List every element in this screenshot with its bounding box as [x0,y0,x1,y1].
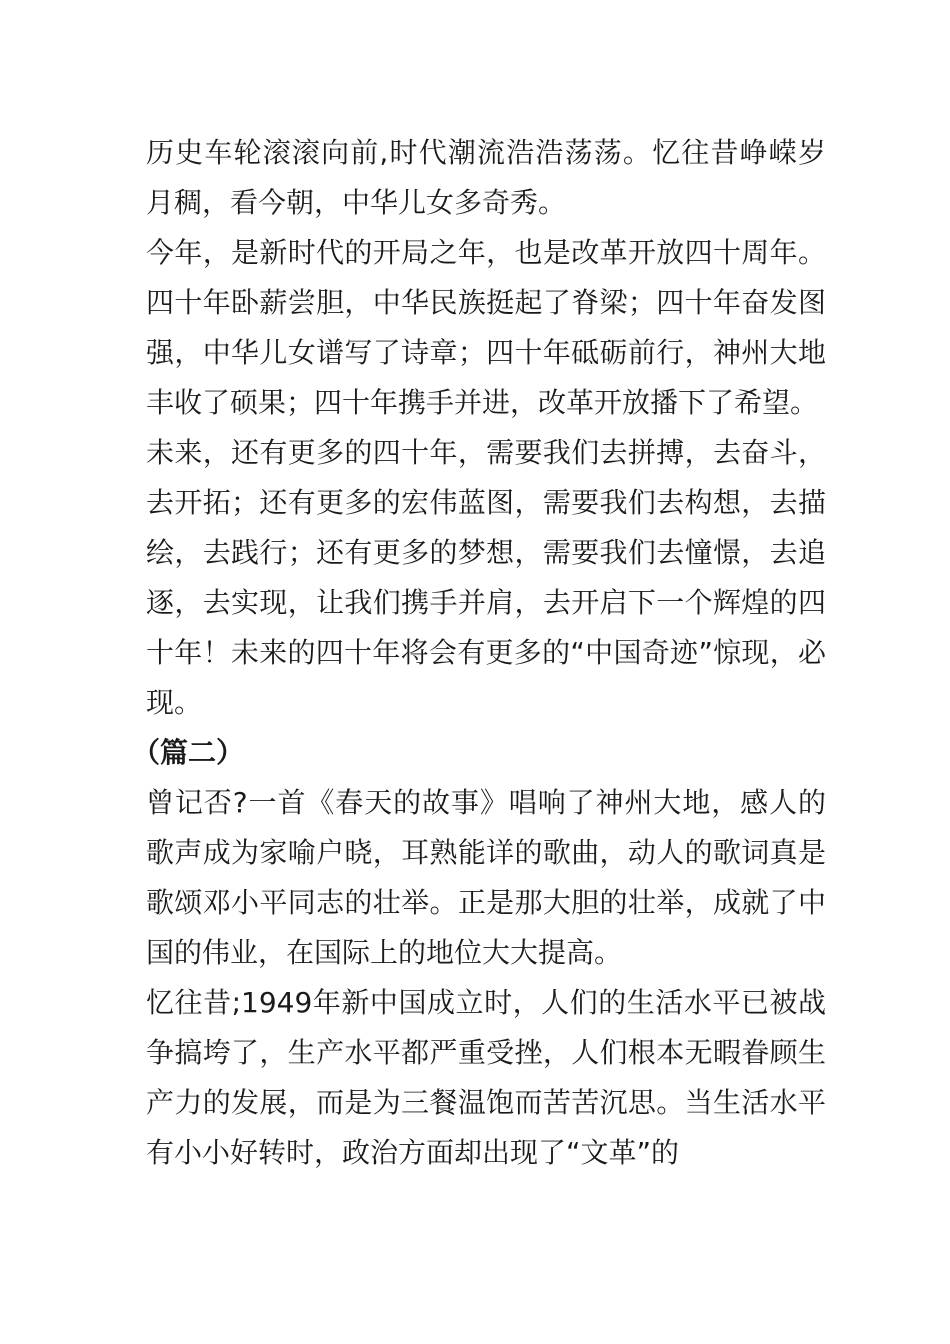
paragraph-5: 忆往昔;1949年新中国成立时，人们的生活水平已被战争搞垮了，生产水平都严重受挫，人们根本无暇眷顾生产力的发展，而是为三餐温饱而苦苦沉思。当生活水平有小小好转时，政治方面却出现了“文革”的 [146,986,826,1169]
paragraph-4: 曾记否?一首《春天的故事》唱响了神州大地，感人的歌声成为家喻户晓，耳熟能详的歌曲，动人的歌词真是歌颂邓小平同志的壮举。正是那大胆的壮举，成就了中国的伟业，在国际上的地位大大提高。 [146,786,826,969]
paragraph-1: 历史车轮滚滚向前,时代潮流浩浩荡荡。忆往昔峥嵘岁月稠，看今朝，中华儿女多奇秀。 [146,136,826,219]
paragraph-2: 今年，是新时代的开局之年，也是改革开放四十周年。四十年卧薪尝胆，中华民族挺起了脊梁；四十年奋发图强，中华儿女谱写了诗章；四十年砥砺前行，神州大地丰收了硕果；四十年携手并进，改革开放播下了希望。 [146,236,826,419]
section-heading: （篇二） [132,736,245,769]
paragraph-3: 未来，还有更多的四十年，需要我们去拼搏，去奋斗，去开拓；还有更多的宏伟蓝图，需要我们去构想，去描绘，去践行；还有更多的梦想，需要我们去憧憬，去追逐，去实现，让我们携手并肩，去开启下一个辉煌的四十年！未来的四十年将会有更多的“中国奇迹”惊现，必现。 [146,436,826,719]
document-body [132,128,826,1178]
